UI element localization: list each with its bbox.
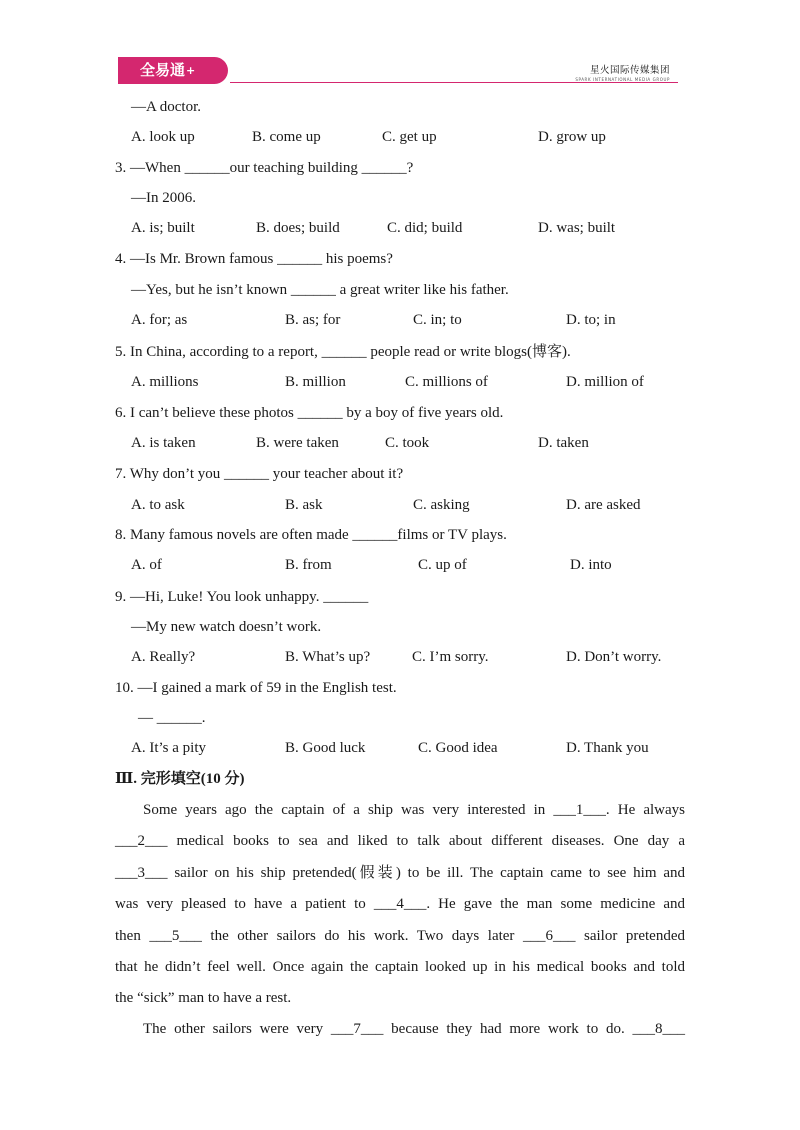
q9-answer: —My new watch doesn’t work. bbox=[131, 619, 322, 635]
q3-option-c: C. did; build bbox=[387, 220, 463, 236]
brand-name-zh: 星火国际传媒集团 bbox=[589, 65, 670, 76]
q4-option-d: D. to; in bbox=[566, 312, 616, 328]
publisher-logo bbox=[118, 57, 228, 84]
q3-answer: —In 2006. bbox=[131, 190, 196, 206]
q6-stem: 6. I can’t believe these photos ______ by a boy of five years old. bbox=[115, 405, 504, 421]
brand-name-en: SPARK INTERNATIONAL MEDIA GROUP bbox=[575, 77, 670, 82]
passage-line: Some years ago the captain of a ship was very interested in ___1___. He always bbox=[143, 802, 685, 818]
passage-line: ___3___ sailor on his ship pretended(假装) to be ill. The captain came to see him and bbox=[115, 865, 685, 881]
header-divider bbox=[230, 82, 678, 83]
q9-option-c: C. I’m sorry. bbox=[412, 649, 489, 665]
q7-option-a: A. to ask bbox=[131, 497, 185, 513]
q5-option-a: A. millions bbox=[131, 374, 199, 390]
q9-option-a: A. Really? bbox=[131, 649, 196, 665]
q7-option-d: D. are asked bbox=[566, 497, 641, 513]
q10-option-c: C. Good idea bbox=[418, 740, 498, 756]
q4-option-b: B. as; for bbox=[285, 312, 341, 328]
q9-option-d: D. Don’t worry. bbox=[566, 649, 662, 665]
q5-option-b: B. million bbox=[285, 374, 346, 390]
q2-answer: —A doctor. bbox=[131, 99, 201, 115]
logo-plus: + bbox=[186, 64, 196, 77]
q2-option-b: B. come up bbox=[252, 129, 321, 145]
q3-option-a: A. is; built bbox=[131, 220, 195, 236]
q9-option-b: B. What’s up? bbox=[285, 649, 371, 665]
q4-answer: —Yes, but he isn’t known ______ a great writer like his father. bbox=[131, 282, 509, 298]
passage-line: was very pleased to have a patient to ___4___. He gave the man some medicine and bbox=[115, 896, 685, 912]
q2-option-c: C. get up bbox=[382, 129, 437, 145]
passage-line: then ___5___ the other sailors do his work. Two days later ___6___ sailor pretended bbox=[115, 928, 685, 944]
q10-stem: 10. —I gained a mark of 59 in the English test. bbox=[115, 680, 397, 696]
q3-option-d: D. was; built bbox=[538, 220, 616, 236]
q5-option-c: C. millions of bbox=[405, 374, 488, 390]
q7-stem: 7. Why don’t you ______ your teacher about it? bbox=[115, 466, 404, 482]
q3-option-b: B. does; build bbox=[256, 220, 340, 236]
q6-option-c: C. took bbox=[385, 435, 430, 451]
q8-option-c: C. up of bbox=[418, 557, 467, 573]
q5-option-d: D. million of bbox=[566, 374, 644, 390]
q5-stem: 5. In China, according to a report, ______ people read or write blogs(博客). bbox=[115, 344, 571, 360]
q8-stem: 8. Many famous novels are often made ______films or TV plays. bbox=[115, 527, 507, 543]
q8-option-d: D. into bbox=[570, 557, 612, 573]
passage-line: The other sailors were very ___7___ because they had more work to do. ___8___ bbox=[143, 1021, 685, 1037]
q7-option-c: C. asking bbox=[413, 497, 470, 513]
q10-option-b: B. Good luck bbox=[285, 740, 366, 756]
logo-text: 全易通 bbox=[140, 61, 186, 79]
q4-stem: 4. —Is Mr. Brown famous ______ his poems? bbox=[115, 251, 393, 267]
brand-block bbox=[575, 62, 670, 82]
q9-stem: 9. —Hi, Luke! You look unhappy. ______ bbox=[115, 589, 369, 605]
q3-stem: 3. —When ______our teaching building ______? bbox=[115, 160, 414, 176]
section-heading: Ⅲ. 完形填空(10 分) bbox=[115, 771, 245, 787]
q6-option-a: A. is taken bbox=[131, 435, 196, 451]
q10-option-a: A. It’s a pity bbox=[131, 740, 206, 756]
page-header bbox=[0, 0, 800, 90]
q4-option-c: C. in; to bbox=[413, 312, 462, 328]
q10-option-d: D. Thank you bbox=[566, 740, 649, 756]
q8-option-a: A. of bbox=[131, 557, 162, 573]
q7-option-b: B. ask bbox=[285, 497, 323, 513]
q2-option-a: A. look up bbox=[131, 129, 195, 145]
passage-line: that he didn’t feel well. Once again the captain looked up in his medical books and told bbox=[115, 959, 685, 975]
q6-option-d: D. taken bbox=[538, 435, 589, 451]
q8-option-b: B. from bbox=[285, 557, 332, 573]
q10-answer: — ______. bbox=[138, 710, 206, 726]
passage-line: ___2___ medical books to sea and liked to talk about different diseases. One day a bbox=[115, 833, 685, 849]
q4-option-a: A. for; as bbox=[131, 312, 188, 328]
q6-option-b: B. were taken bbox=[256, 435, 339, 451]
q2-option-d: D. grow up bbox=[538, 129, 606, 145]
passage-line: the “sick” man to have a rest. bbox=[115, 990, 292, 1006]
